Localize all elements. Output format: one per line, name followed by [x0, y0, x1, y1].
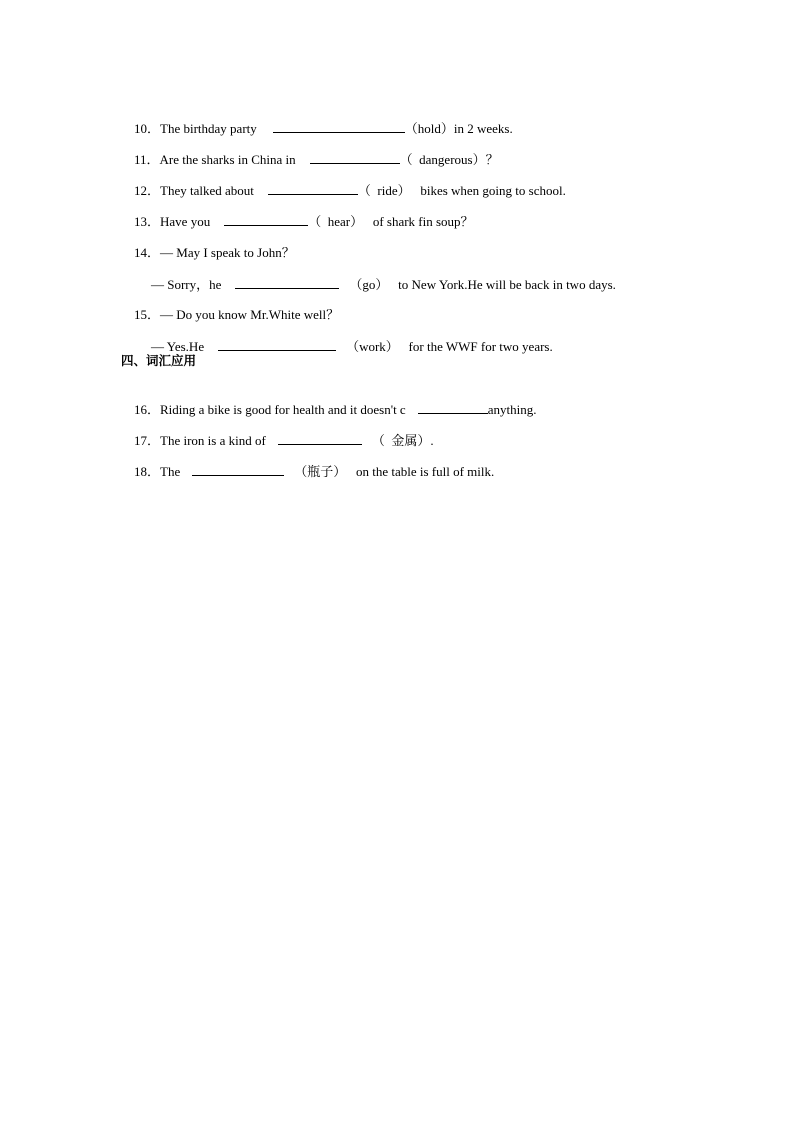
answer-blank[interactable] [273, 120, 405, 133]
question-text-after: （ 金属）. [371, 433, 434, 448]
question-text-after: （work） for the WWF for two years. [346, 339, 553, 354]
question-number: 15． [134, 307, 161, 322]
question-13 [121, 197, 474, 229]
question-18 [121, 447, 495, 479]
question-text-before: Riding a bike is good for health and it doesn't c [160, 402, 406, 417]
answer-blank[interactable] [218, 338, 336, 351]
question-text-after: anything. [487, 402, 537, 417]
section-heading: 四、词汇应用 [121, 353, 197, 368]
question-number: 10． [134, 121, 161, 136]
question-text-before: Are the sharks in China in [159, 152, 296, 167]
question-11 [121, 135, 499, 167]
question-text-after: （ hear） of shark fin soup？ [308, 214, 474, 229]
question-text-after: （ dangerous）？ [399, 152, 499, 167]
question-number: 13． [134, 214, 161, 229]
question-text-after: （hold）in 2 weeks. [404, 121, 513, 136]
question-14 [121, 229, 295, 260]
question-14-reply [138, 260, 616, 292]
question-17 [121, 416, 434, 448]
answer-blank[interactable] [235, 276, 339, 289]
question-number: 11． [134, 152, 160, 167]
question-10 [121, 104, 513, 136]
question-number: 16． [134, 402, 161, 417]
question-number: 14． [134, 245, 161, 260]
question-number: 12． [134, 183, 161, 198]
question-12 [121, 166, 566, 198]
question-text-before: — Sorry，he [151, 277, 222, 292]
question-15 [121, 291, 340, 322]
question-16 [121, 385, 537, 417]
question-text-after: （瓶子） on the table is full of milk. [294, 464, 495, 479]
question-15-reply [138, 322, 553, 354]
answer-blank[interactable] [192, 463, 284, 476]
question-number: 17． [134, 433, 161, 448]
question-number: 18． [134, 464, 161, 479]
question-text-after: （ ride） bikes when going to school. [357, 183, 566, 198]
question-text-before: The iron is a kind of [160, 433, 266, 448]
question-text-after: （go） to New York.He will be back in two days. [349, 277, 616, 292]
answer-blank[interactable] [278, 432, 362, 445]
answer-blank[interactable] [418, 401, 488, 414]
question-text-before: The birthday party [160, 121, 257, 136]
question-text-before: The [160, 464, 181, 479]
question-text-before: They talked about [160, 183, 254, 198]
question-text: — Do you know Mr.White well？ [160, 307, 340, 322]
question-text-before: — Yes.He [151, 339, 205, 354]
question-text-before: Have you [160, 214, 211, 229]
answer-blank[interactable] [268, 182, 358, 195]
question-text: — May I speak to John？ [160, 245, 295, 260]
answer-blank[interactable] [310, 151, 400, 164]
answer-blank[interactable] [224, 213, 308, 226]
